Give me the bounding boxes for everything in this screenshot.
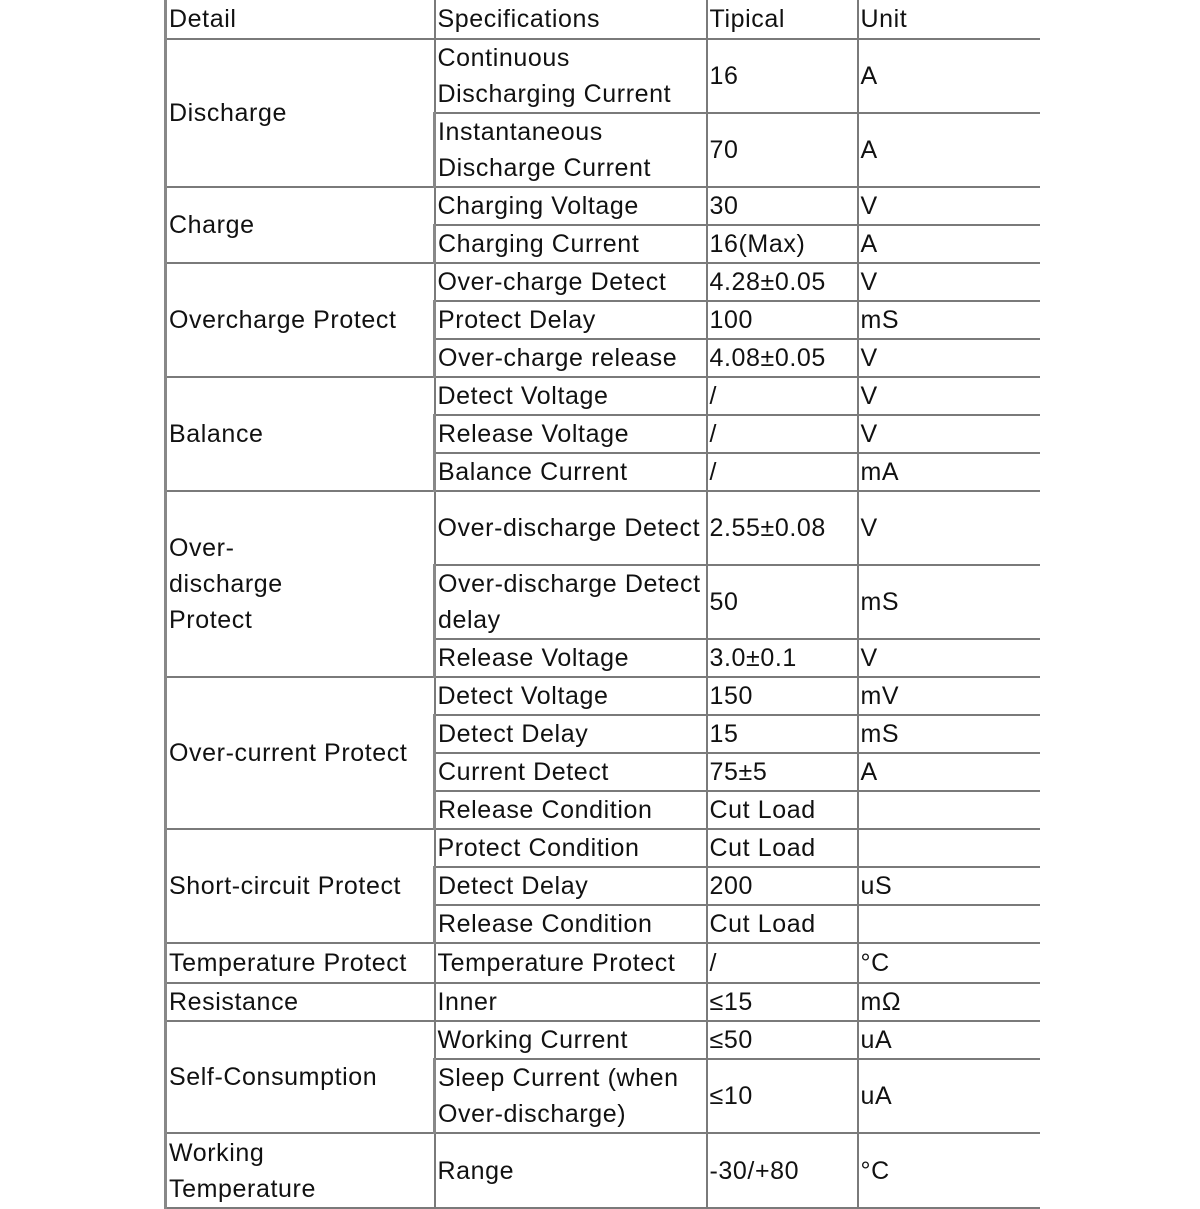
spec-cell: Detect Delay xyxy=(435,715,707,753)
typical-cell: 3.0±0.1 xyxy=(707,639,858,677)
spec-cell: Continuous Discharging Current xyxy=(435,39,707,113)
table-row xyxy=(166,39,1040,113)
spec-cell: Detect Voltage xyxy=(435,677,707,715)
unit-cell: A xyxy=(858,113,1040,187)
detail-cell: Charge xyxy=(166,187,435,263)
table-row xyxy=(166,943,1040,983)
spec-cell: Over-discharge Detect delay xyxy=(435,565,707,639)
header-specifications: Specifications xyxy=(435,0,707,39)
header-unit: Unit xyxy=(858,0,1040,39)
typical-cell: / xyxy=(707,453,858,491)
unit-cell: mS xyxy=(858,715,1040,753)
unit-cell: °C xyxy=(858,943,1040,983)
spec-cell: Temperature Protect xyxy=(435,943,707,983)
detail-cell: Discharge xyxy=(166,39,435,187)
specification-table xyxy=(164,0,1040,1209)
unit-cell: V xyxy=(858,187,1040,225)
typical-cell: / xyxy=(707,415,858,453)
typical-cell: 4.28±0.05 xyxy=(707,263,858,301)
unit-cell: A xyxy=(858,753,1040,791)
spec-cell: Release Condition xyxy=(435,791,707,829)
spec-cell: Instantaneous Discharge Current xyxy=(435,113,707,187)
spec-cell: Inner xyxy=(435,983,707,1021)
header-detail: Detail xyxy=(166,0,435,39)
typical-cell: 16 xyxy=(707,39,858,113)
spec-cell: Release Voltage xyxy=(435,415,707,453)
detail-cell: Self-Consumption xyxy=(166,1021,435,1133)
typical-cell: 50 xyxy=(707,565,858,639)
typical-cell: -30/+80 xyxy=(707,1133,858,1208)
unit-cell: °C xyxy=(858,1133,1040,1208)
spec-cell: Protect Condition xyxy=(435,829,707,867)
detail-cell: Balance xyxy=(166,377,435,491)
table-row xyxy=(166,187,1040,225)
typical-cell: 200 xyxy=(707,867,858,905)
typical-cell: 4.08±0.05 xyxy=(707,339,858,377)
detail-cell: Overcharge Protect xyxy=(166,263,435,377)
unit-cell: A xyxy=(858,225,1040,263)
table-row xyxy=(166,491,1040,565)
spec-cell: Detect Delay xyxy=(435,867,707,905)
unit-cell: uA xyxy=(858,1021,1040,1059)
spec-cell: Over-charge release xyxy=(435,339,707,377)
spec-cell: Over-charge Detect xyxy=(435,263,707,301)
typical-cell: 15 xyxy=(707,715,858,753)
spec-cell: Release Condition xyxy=(435,905,707,943)
spec-cell: Charging Current xyxy=(435,225,707,263)
unit-cell xyxy=(858,905,1040,943)
detail-cell: Resistance xyxy=(166,983,435,1021)
typical-cell: Cut Load xyxy=(707,829,858,867)
table-row xyxy=(166,1021,1040,1059)
spec-cell: Over-discharge Detect xyxy=(435,491,707,565)
unit-cell: V xyxy=(858,377,1040,415)
unit-cell: mV xyxy=(858,677,1040,715)
typical-cell: / xyxy=(707,377,858,415)
typical-cell: Cut Load xyxy=(707,791,858,829)
typical-cell: 100 xyxy=(707,301,858,339)
detail-cell: Temperature Protect xyxy=(166,943,435,983)
typical-cell: ≤50 xyxy=(707,1021,858,1059)
unit-cell: mA xyxy=(858,453,1040,491)
table-row xyxy=(166,377,1040,415)
spec-cell: Detect Voltage xyxy=(435,377,707,415)
spec-cell: Sleep Current (when Over-discharge) xyxy=(435,1059,707,1133)
table-row xyxy=(166,829,1040,867)
spec-cell: Working Current xyxy=(435,1021,707,1059)
typical-cell: Cut Load xyxy=(707,905,858,943)
detail-cell: Over-discharge Protect xyxy=(166,491,435,677)
typical-cell: ≤15 xyxy=(707,983,858,1021)
unit-cell xyxy=(858,829,1040,867)
spec-cell: Range xyxy=(435,1133,707,1208)
unit-cell: V xyxy=(858,639,1040,677)
unit-cell: V xyxy=(858,415,1040,453)
typical-cell: ≤10 xyxy=(707,1059,858,1133)
unit-cell: uA xyxy=(858,1059,1040,1133)
spec-cell: Release Voltage xyxy=(435,639,707,677)
spec-cell: Balance Current xyxy=(435,453,707,491)
typical-cell: 2.55±0.08 xyxy=(707,491,858,565)
unit-cell xyxy=(858,791,1040,829)
unit-cell: V xyxy=(858,339,1040,377)
unit-cell: mS xyxy=(858,301,1040,339)
typical-cell: 150 xyxy=(707,677,858,715)
typical-cell: 75±5 xyxy=(707,753,858,791)
table-row xyxy=(166,263,1040,301)
detail-cell: Over-current Protect xyxy=(166,677,435,829)
unit-cell: mS xyxy=(858,565,1040,639)
unit-cell: V xyxy=(858,263,1040,301)
table-row xyxy=(166,1133,1040,1208)
typical-cell: 16(Max) xyxy=(707,225,858,263)
detail-cell: Short-circuit Protect xyxy=(166,829,435,943)
unit-cell: A xyxy=(858,39,1040,113)
table-row xyxy=(166,677,1040,715)
typical-cell: / xyxy=(707,943,858,983)
unit-cell: uS xyxy=(858,867,1040,905)
unit-cell: mΩ xyxy=(858,983,1040,1021)
table-row xyxy=(166,983,1040,1021)
header-row xyxy=(166,0,1040,39)
typical-cell: 70 xyxy=(707,113,858,187)
spec-cell: Charging Voltage xyxy=(435,187,707,225)
spec-cell: Protect Delay xyxy=(435,301,707,339)
detail-cell: Working Temperature xyxy=(166,1133,435,1208)
header-typical: Tipical xyxy=(707,0,858,39)
spec-cell: Current Detect xyxy=(435,753,707,791)
unit-cell: V xyxy=(858,491,1040,565)
typical-cell: 30 xyxy=(707,187,858,225)
